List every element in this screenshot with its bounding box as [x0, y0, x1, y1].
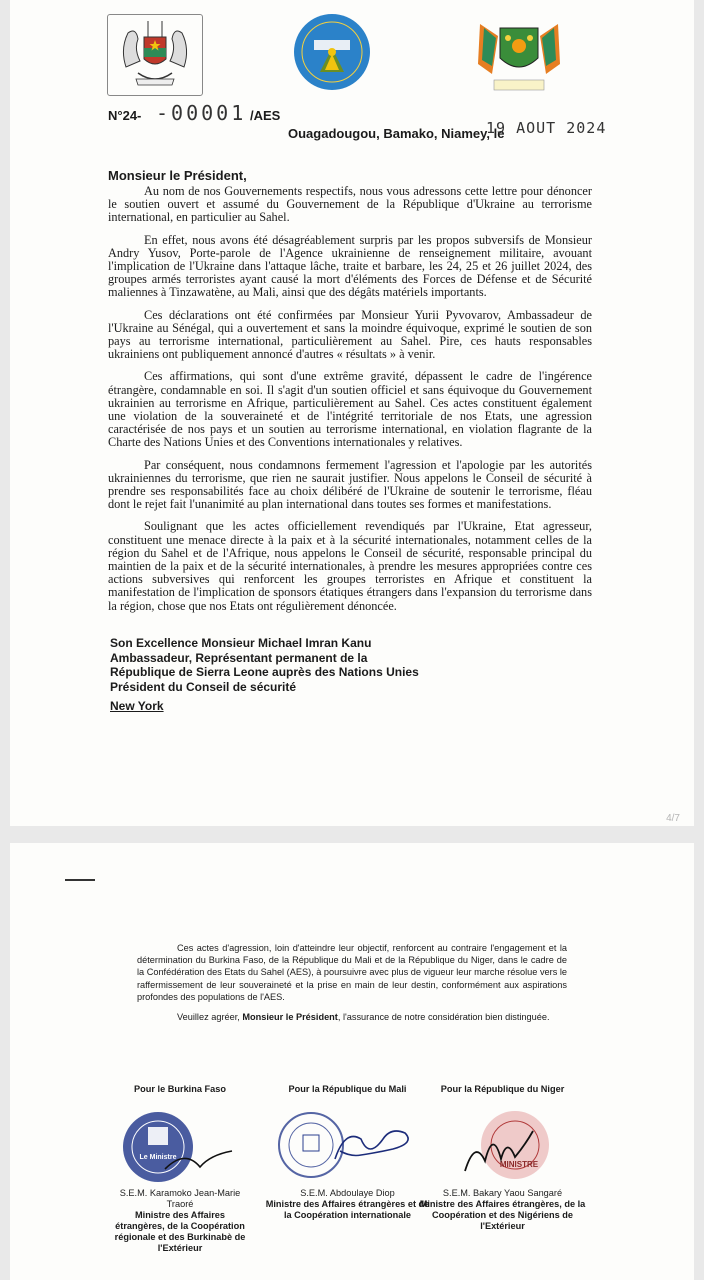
signatory-name: S.E.M. Bakary Yaou Sangaré — [442, 1188, 563, 1198]
addressee-title: Président du Conseil de sécurité — [110, 679, 297, 694]
burkina-faso-coat-of-arms — [107, 14, 203, 96]
divider — [65, 879, 95, 881]
date-stamp: 19 AOUT 2024 — [486, 119, 607, 137]
paragraph: Ces affirmations, qui sont d'une extrême gravité, dépassent le cadre de l'ingérence étrangère, condamnable en soi. Il s'agit d'un soutien officiel et sans équivoque du Gouvernement ukrainien au terrorisme en Afrique, particulièrement au Sahel. Ces actes constituent également une violation de la souveraineté et de l'intégrité territoriale de nos Etats, une agression caractérisée de nos pays et un soutien au terrorisme international, en violation flagrante de la Charte des Nations Unies et des Conventions internationales y relatives. — [108, 369, 592, 450]
addressee-title: République de Sierra Leone auprès des Nations Unies — [110, 665, 419, 679]
signatory-name: S.E.M. Karamoko Jean-Marie Traoré — [119, 1188, 241, 1209]
closing-formula: Veuillez agréer, Monsieur le Président, l'assurance de notre considération bien distinguée. — [177, 1012, 550, 1023]
signatory-heading: Pour la République du Mali — [288, 1084, 407, 1094]
signatory-heading: Pour la République du Niger — [440, 1084, 565, 1094]
official-stamp-niger — [415, 1109, 590, 1184]
signatory-mali — [265, 1084, 430, 1221]
page-number: 4/7 — [666, 813, 680, 824]
signatory-title: Ministre des Affaires étrangères et de la Coopération internationale — [265, 1199, 430, 1220]
paragraph: Soulignant que les actes officiellement revendiqués par l'Ukraine, Etat agresseur, constituent une menace directe à la paix et à la sécurité internationales, notamment celles de la région du Sahel et de l'Afrique, nous appelons le Conseil de sécurité, responsable principal du maintien de la paix et de la sécurité internationales, à prendre les mesures appropriées contre ces actions subversives qui renforcent les groupes terroristes en Afrique et constituent la manifestation de l'implication de sponsors étatiques étrangers dans l'expansion du terrorisme dans la région, chose que nos Etats ont régulièrement dénoncée. — [108, 519, 592, 613]
signatory-title: Ministre des Affaires étrangères, de la Coopération régionale et des Burkinabè de l'Extérieur — [114, 1210, 246, 1253]
letter-page-1 — [10, 0, 694, 826]
paragraph: Ces déclarations ont été confirmées par Monsieur Yurii Pyvovarov, Ambassadeur de l'Ukraine au Sénégal, qui a ouvertement et sans la moindre équivoque, exprimé le soutien de son pays au terrorisme international, particulièrement au Sahel. Pire, ces hauts responsables ukrainiens ont publiquement annoncé d'autres « résultats » à venir. — [108, 307, 592, 362]
niger-coat-of-arms — [470, 14, 568, 96]
letter-body — [108, 185, 592, 622]
reference-prefix: N°24- — [108, 108, 142, 123]
reference-number: -00001 — [156, 101, 247, 125]
signatory-burkina-faso — [110, 1084, 250, 1254]
addressee-title: Ambassadeur, Représentant permanent de la — [110, 650, 368, 665]
signatory-title: Ministre des Affaires étrangères, de la Coopération et des Nigériens de l'Extérieur — [419, 1199, 586, 1231]
addressee-name: Son Excellence Monsieur Michael Imran Kanu — [110, 636, 372, 650]
letter-body — [137, 942, 567, 1031]
addressee-city: New York — [110, 699, 164, 713]
closing-recipient: Monsieur le Président — [242, 1012, 338, 1023]
stamp-label: MINISTRE — [499, 1160, 539, 1169]
stamp-label: Le Ministre — [139, 1154, 177, 1161]
official-stamp-mali — [265, 1109, 430, 1184]
signatory-heading: Pour le Burkina Faso — [134, 1084, 226, 1094]
salutation: Monsieur le Président, — [108, 168, 247, 183]
official-stamp-burkina-faso — [110, 1109, 250, 1184]
letter-page-2 — [10, 843, 694, 1280]
paragraph: Ces actes d'agression, loin d'atteindre leur objectif, renforcent au contraire l'engagement et la détermination du Burkina Faso, de la République du Mali et de la République du Niger, dans le cadre de la Confédération des Etats du Sahel (AES), à poursuivre avec plus de vigueur leur marche résolue vers le raffermissement de leur souveraineté et la prise en main de leur destin, conformément aux aspirations profondes des populations de l'AES. — [137, 943, 568, 1002]
paragraph: Au nom de nos Gouvernements respectifs, nous vous adressons cette lettre pour dénoncer le soutien ouvert et assumé du Gouvernement de la République d'Ukraine au terrorisme international, en particulier au Sahel. — [108, 184, 592, 225]
place-line: Ouagadougou, Bamako, Niamey, le — [288, 126, 505, 141]
paragraph: En effet, nous avons été désagréablement surpris par les propos subversifs de Monsieur Andry Yusov, Porte-parole de l'Agence ukrainienne de renseignement militaire, avouant l'implication de l'Ukraine dans l'attaque lâche, traite et barbare, les 24, 25 et 26 juillet 2024, des groupes armés terroristes ayant causé la mort d'éléments des Forces de Défense et de Sécurité maliennes à Tinzawatène, au Mali, ainsi que des dégâts matériels importants. — [108, 232, 592, 300]
addressee-block — [110, 636, 530, 714]
signatory-name: S.E.M. Abdoulaye Diop — [300, 1188, 395, 1198]
reference-suffix: /AES — [250, 108, 281, 123]
aes-emblem — [292, 12, 372, 92]
signatory-niger — [415, 1084, 590, 1232]
paragraph: Par conséquent, nous condamnons fermement l'agression et l'apologie par les autorités ukrainiennes du terrorisme, que rien ne saurait justifier. Nous appelons le Conseil de sécurité à prendre ses responsabilités face au choix délibéré de l'Ukraine de soutenir le terrorisme, fléau dont le rejet fait l'unanimité au plan international dans toutes ses formes et manifestations. — [108, 457, 592, 512]
